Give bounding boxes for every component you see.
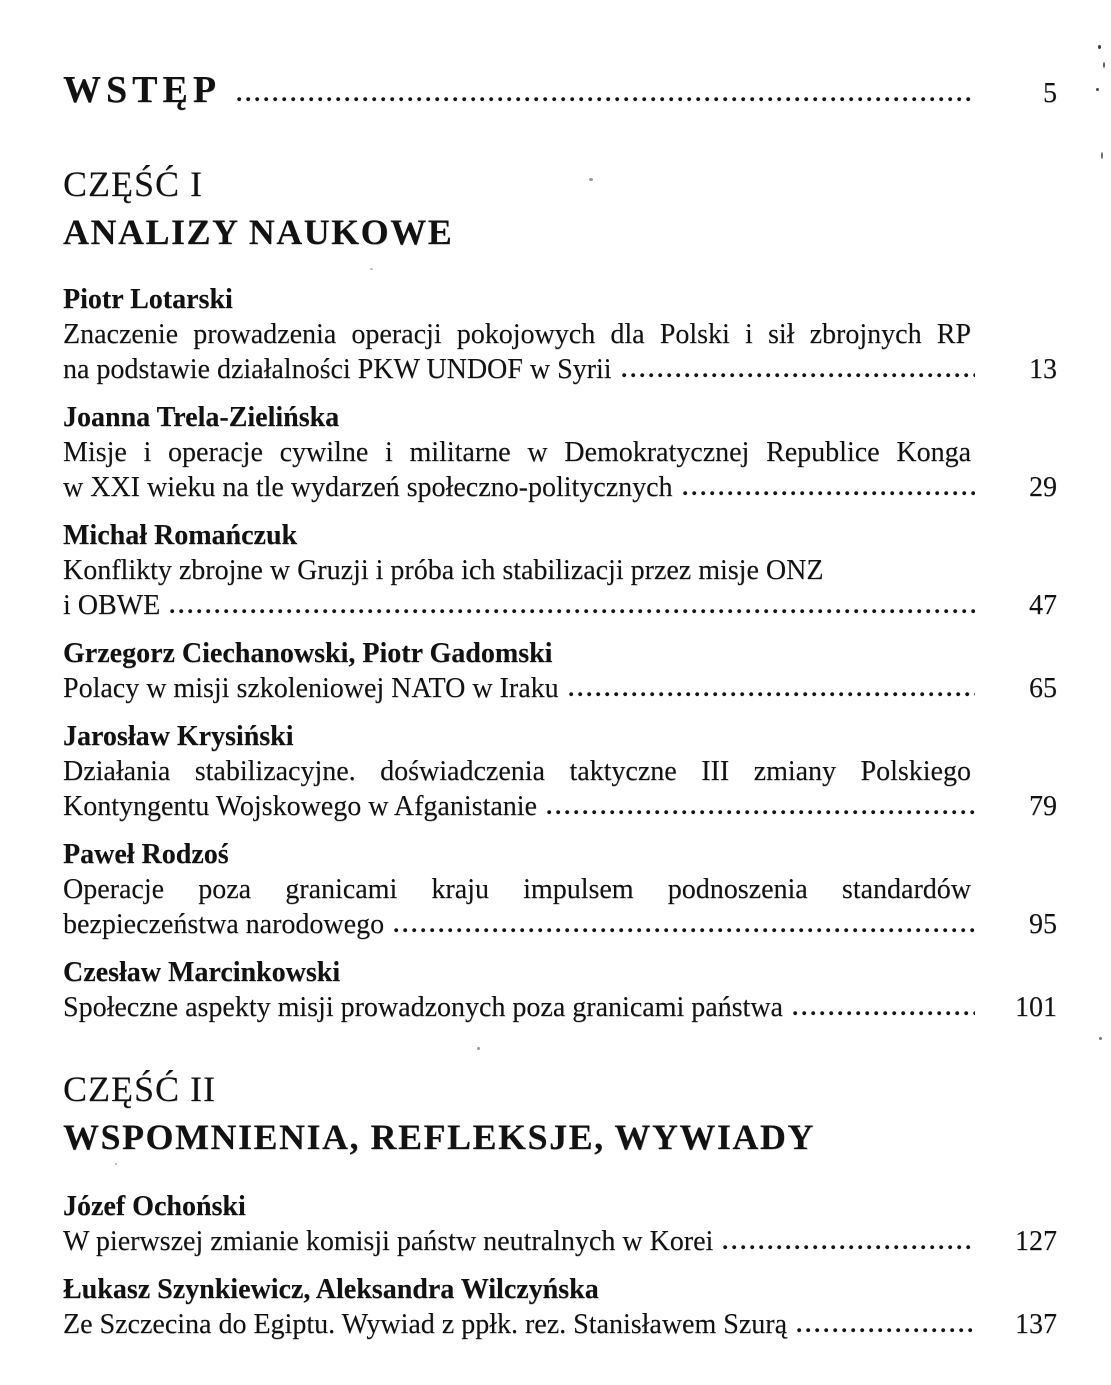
entry-last-line [63,1307,1057,1342]
toc-entry [63,837,1057,942]
page-number: 79 [1029,791,1057,822]
page-number: 29 [1029,472,1057,503]
page-number: 65 [1029,673,1057,704]
entry-author: Joanna Trela-Zielińska [63,402,340,433]
part-1-heading [63,160,1057,256]
scan-artifact [1096,88,1099,91]
entry-title-line: Społeczne aspekty misji prowadzonych poza granicami państwa [63,992,783,1023]
toc-entry [63,636,1057,706]
entry-last-line [63,1224,1057,1259]
dot-leader [797,1327,975,1333]
entry-last-line [63,907,1057,942]
toc-entry [63,400,1057,505]
entry-title-line: Znaczenie prowadzenia operacji pokojowych dla Polski i sił zbrojnych RP [63,319,971,350]
entry-last-line [63,352,1057,387]
entry-last-line [63,789,1057,824]
entry-title-line: Polacy w misji szkoleniowej NATO w Iraku [63,673,559,704]
entry-title-line: Konflikty zbrojne w Gruzji i próba ich stabilizacji przez misje ONZ [63,555,824,586]
entry-author: Łukasz Szynkiewicz, Aleksandra Wilczyńska [63,1274,599,1305]
part-2-title: WSPOMNIENIA, REFLEKSJE, WYWIADY [63,1117,815,1157]
entry-title-line: Misje i operacje cywilne i militarne w Demokratycznej Republice Konga [63,437,971,468]
entry-last-line [63,990,1057,1025]
scan-artifact [115,1163,117,1165]
dot-leader [237,96,975,102]
part-1-label: CZĘŚĆ I [63,164,204,204]
entry-title-line: Kontyngentu Wojskowego w Afganistanie [63,791,537,822]
page-number: 137 [1015,1309,1057,1340]
scan-artifact [1098,45,1101,49]
dot-leader [723,1244,975,1250]
entry-author: Paweł Rodzoś [63,839,229,870]
toc-entry [63,1272,1057,1342]
entry-title-line: bezpieczeństwa narodowego [63,909,385,940]
page-number: 47 [1029,590,1057,621]
toc-entry [63,719,1057,824]
entry-author: Piotr Lotarski [63,284,233,315]
scan-artifact [1099,1037,1102,1040]
wstep-heading: WSTĘP [63,69,222,111]
dot-leader [683,490,975,496]
entry-title-line: Operacje poza granicami kraju impulsem podnoszenia standardów [63,874,971,905]
part-2-heading [63,1065,1057,1161]
page-number: 5 [1043,78,1057,109]
toc-entry [63,1189,1057,1259]
entry-title-line: W pierwszej zmianie komisji państw neutralnych w Korei [63,1226,714,1257]
toc-entry [63,518,1057,623]
entry-last-line [63,671,1057,706]
page-number: 95 [1029,909,1057,940]
scan-artifact [1103,62,1105,68]
scan-artifact [1101,152,1103,159]
dot-leader [569,691,975,697]
page-number: 13 [1029,354,1057,385]
entry-title-line: i OBWE [63,590,161,621]
dot-leader [547,809,975,815]
page-number: 101 [1015,992,1057,1023]
entry-author: Grzegorz Ciechanowski, Piotr Gadomski [63,638,553,669]
part-2-label: CZĘŚĆ II [63,1069,217,1109]
dot-leader [622,372,975,378]
part-1-title: ANALIZY NAUKOWE [63,212,454,252]
dot-leader [793,1010,975,1016]
entry-title-line: Ze Szczecina do Egiptu. Wywiad z ppłk. rez. Stanisławem Szurą [63,1309,788,1340]
toc-entry [63,282,1057,387]
entry-title-line: w XXI wieku na tle wydarzeń społeczno-politycznych [63,472,673,503]
dot-leader [170,608,975,614]
entry-last-line [63,588,1057,623]
scan-artifact [370,268,373,270]
entry-author: Jarosław Krysiński [63,721,294,752]
entry-title-line: na podstawie działalności PKW UNDOF w Syrii [63,354,612,385]
entry-author: Michał Romańczuk [63,520,298,551]
toc-content [63,0,1057,1342]
page-number: 127 [1015,1226,1057,1257]
scan-artifact [477,1047,480,1050]
entry-author: Czesław Marcinkowski [63,957,341,988]
toc-entry-wstep [63,68,1057,116]
entry-title-line: Działania stabilizacyjne. doświadczenia taktyczne III zmiany Polskiego [63,756,971,787]
entry-last-line [63,470,1057,505]
scan-artifact [589,178,593,181]
entry-author: Józef Ochoński [63,1191,246,1222]
toc-entry [63,955,1057,1025]
dot-leader [394,927,975,933]
